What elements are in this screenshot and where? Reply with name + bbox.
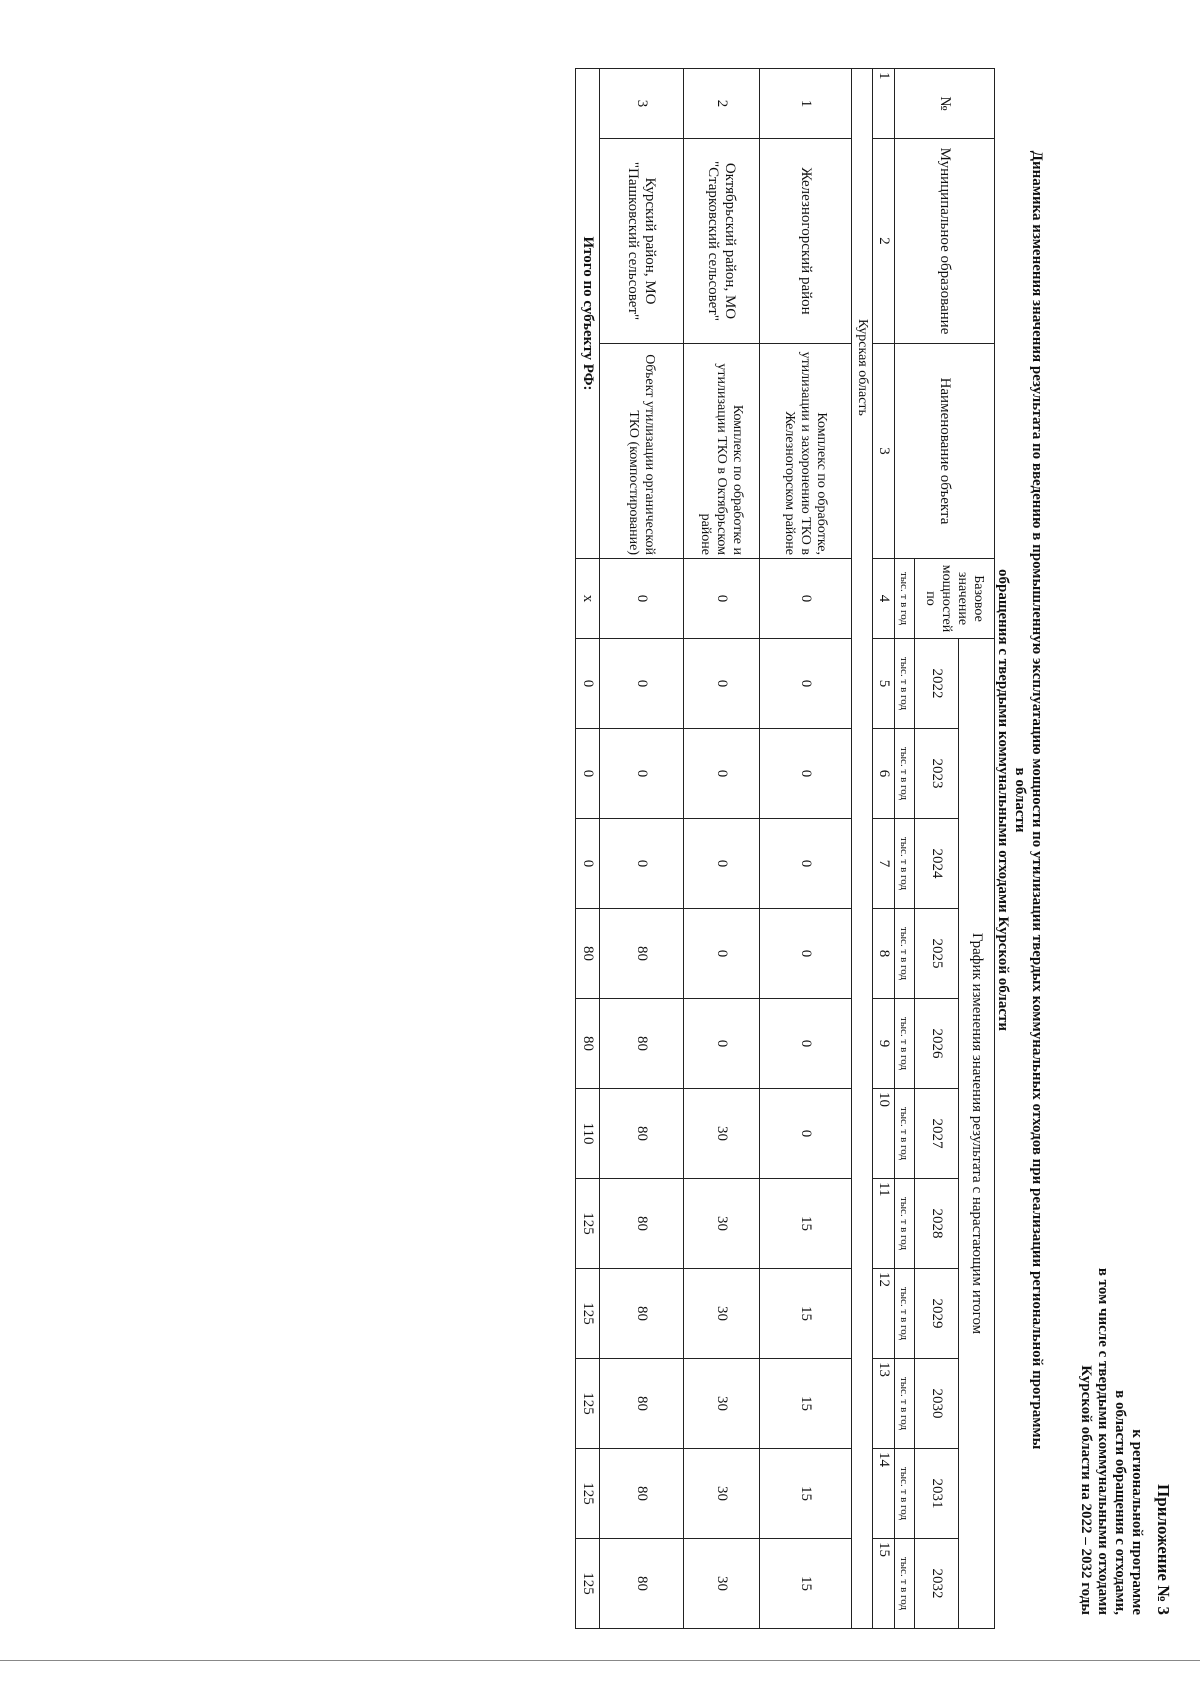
appendix-block: [1077, 1268, 1172, 1615]
row-value: 0: [684, 729, 760, 819]
total-value: 0: [576, 819, 600, 909]
year-header: 2029: [915, 1269, 959, 1359]
row-municipality: Октябрьский район, МО "Старковский сельсовет": [684, 139, 760, 344]
row-value: 0: [684, 909, 760, 999]
unit-cell: тыс. т в год: [895, 559, 915, 639]
row-value: 80: [600, 909, 684, 999]
row-num: 1: [760, 69, 852, 139]
region-label: Курская область: [852, 69, 873, 1629]
unit-cell: тыс. т в год: [895, 1089, 915, 1179]
row-value: 0: [600, 639, 684, 729]
row-value: 0: [684, 639, 760, 729]
total-row: [576, 69, 600, 1629]
column-number: 6: [873, 729, 895, 819]
region-row: [852, 69, 873, 1629]
column-number: 4: [873, 559, 895, 639]
header-base: Базовое значение мощностей по: [915, 559, 995, 639]
year-header: 2027: [915, 1089, 959, 1179]
row-value: 15: [760, 1449, 852, 1539]
table-row: [600, 69, 684, 1629]
row-object: Комплекс по обработке, утилизации и захоронению ТКО в Железногорском районе: [760, 344, 852, 559]
column-number: 11: [873, 1179, 895, 1269]
unit-cell: тыс. т в год: [895, 1449, 915, 1539]
appendix-line: к региональной программе: [1129, 1429, 1145, 1615]
row-value: 80: [600, 1179, 684, 1269]
column-number: 3: [873, 344, 895, 559]
column-number: 15: [873, 1539, 895, 1629]
total-value: 80: [576, 909, 600, 999]
appendix-number: Приложение № 3: [1154, 1484, 1173, 1615]
year-header: 2028: [915, 1179, 959, 1269]
table-row: [684, 69, 760, 1629]
table-row: [760, 69, 852, 1629]
column-number: 8: [873, 909, 895, 999]
row-municipality: Курский район, МО "Пашковский сельсовет": [600, 139, 684, 344]
results-table: [575, 68, 995, 1629]
row-value: 0: [760, 1089, 852, 1179]
year-header: 2023: [915, 729, 959, 819]
title-line-2: обращения с твердыми коммунальными отходами Курской области: [995, 569, 1011, 1031]
scan-edge-line: [0, 1660, 1200, 1661]
row-value: 0: [600, 819, 684, 909]
row-value: 0: [684, 819, 760, 909]
total-value: 125: [576, 1359, 600, 1449]
row-value: 30: [684, 1269, 760, 1359]
title-line-1: Динамика изменения значения результата по введению в промышленную эксплуатацию мощности по утилизации твердых коммунальных отходов при реализации региональной программы в области: [1012, 150, 1045, 1450]
row-value: 80: [600, 999, 684, 1089]
row-value: 80: [600, 1269, 684, 1359]
unit-cell: тыс. т в год: [895, 1269, 915, 1359]
unit-cell: тыс. т в год: [895, 1179, 915, 1269]
appendix-line: в области обращения с отходами,: [1112, 1390, 1128, 1615]
header-object: Наименование объекта: [895, 344, 995, 559]
unit-cell: тыс. т в год: [895, 819, 915, 909]
row-value: 30: [684, 1539, 760, 1629]
column-number: 10: [873, 1089, 895, 1179]
header-schedule: График изменения значения результата с нарастающим итогом: [959, 639, 995, 1629]
total-value: 125: [576, 1269, 600, 1359]
row-value: 0: [760, 999, 852, 1089]
unit-cell: тыс. т в год: [895, 729, 915, 819]
row-value: 15: [760, 1359, 852, 1449]
total-base: х: [576, 559, 600, 639]
row-value: 80: [600, 1359, 684, 1449]
row-value: 15: [760, 1269, 852, 1359]
unit-cell: тыс. т в год: [895, 1359, 915, 1449]
row-value: 0: [600, 729, 684, 819]
row-value: 0: [760, 909, 852, 999]
column-number: 9: [873, 999, 895, 1089]
unit-cell: тыс. т в год: [895, 639, 915, 729]
total-label: Итого по субъекту РФ:: [576, 69, 600, 559]
header-num: №: [895, 69, 995, 139]
row-value: 80: [600, 1449, 684, 1539]
document-title: [994, 150, 1045, 1450]
row-base: 0: [600, 559, 684, 639]
column-number: 13: [873, 1359, 895, 1449]
unit-cell: тыс. т в год: [895, 909, 915, 999]
row-value: 15: [760, 1539, 852, 1629]
row-value: 0: [684, 999, 760, 1089]
row-num: 3: [600, 69, 684, 139]
year-header: 2022: [915, 639, 959, 729]
row-value: 80: [600, 1089, 684, 1179]
column-number: 2: [873, 139, 895, 344]
row-num: 2: [684, 69, 760, 139]
year-header: 2025: [915, 909, 959, 999]
row-value: 0: [760, 729, 852, 819]
column-numbers-row: [873, 69, 895, 1629]
row-municipality: Железногорский район: [760, 139, 852, 344]
total-value: 125: [576, 1179, 600, 1269]
year-header: 2024: [915, 819, 959, 909]
row-value: 30: [684, 1359, 760, 1449]
column-number: 14: [873, 1449, 895, 1539]
row-value: 0: [760, 639, 852, 729]
header-row-1: [959, 69, 995, 1629]
column-number: 12: [873, 1269, 895, 1359]
year-header: 2032: [915, 1539, 959, 1629]
column-number: 7: [873, 819, 895, 909]
total-value: 110: [576, 1089, 600, 1179]
row-object: Комплекс по обработке и утилизации ТКО в Октябрьском районе: [684, 344, 760, 559]
total-value: 0: [576, 729, 600, 819]
column-number: 1: [873, 69, 895, 139]
column-number: 5: [873, 639, 895, 729]
unit-cell: тыс. т в год: [895, 1539, 915, 1629]
unit-cell: тыс. т в год: [895, 999, 915, 1089]
header-municipality: Муниципальное образование: [895, 139, 995, 344]
year-header: 2026: [915, 999, 959, 1089]
row-value: 30: [684, 1449, 760, 1539]
total-value: 125: [576, 1449, 600, 1539]
row-object: Объект утилизации органической ТКО (компостирование): [600, 344, 684, 559]
row-value: 30: [684, 1089, 760, 1179]
row-base: 0: [760, 559, 852, 639]
total-value: 80: [576, 999, 600, 1089]
total-value: 125: [576, 1539, 600, 1629]
total-value: 0: [576, 639, 600, 729]
year-header: 2031: [915, 1449, 959, 1539]
row-base: 0: [684, 559, 760, 639]
appendix-line: Курской области на 2022 – 2032 годы: [1078, 1365, 1094, 1615]
appendix-line: в том числе с твердыми коммунальными отходами: [1095, 1267, 1111, 1615]
row-value: 0: [760, 819, 852, 909]
row-value: 80: [600, 1539, 684, 1629]
row-value: 15: [760, 1179, 852, 1269]
year-header: 2030: [915, 1359, 959, 1449]
row-value: 30: [684, 1179, 760, 1269]
